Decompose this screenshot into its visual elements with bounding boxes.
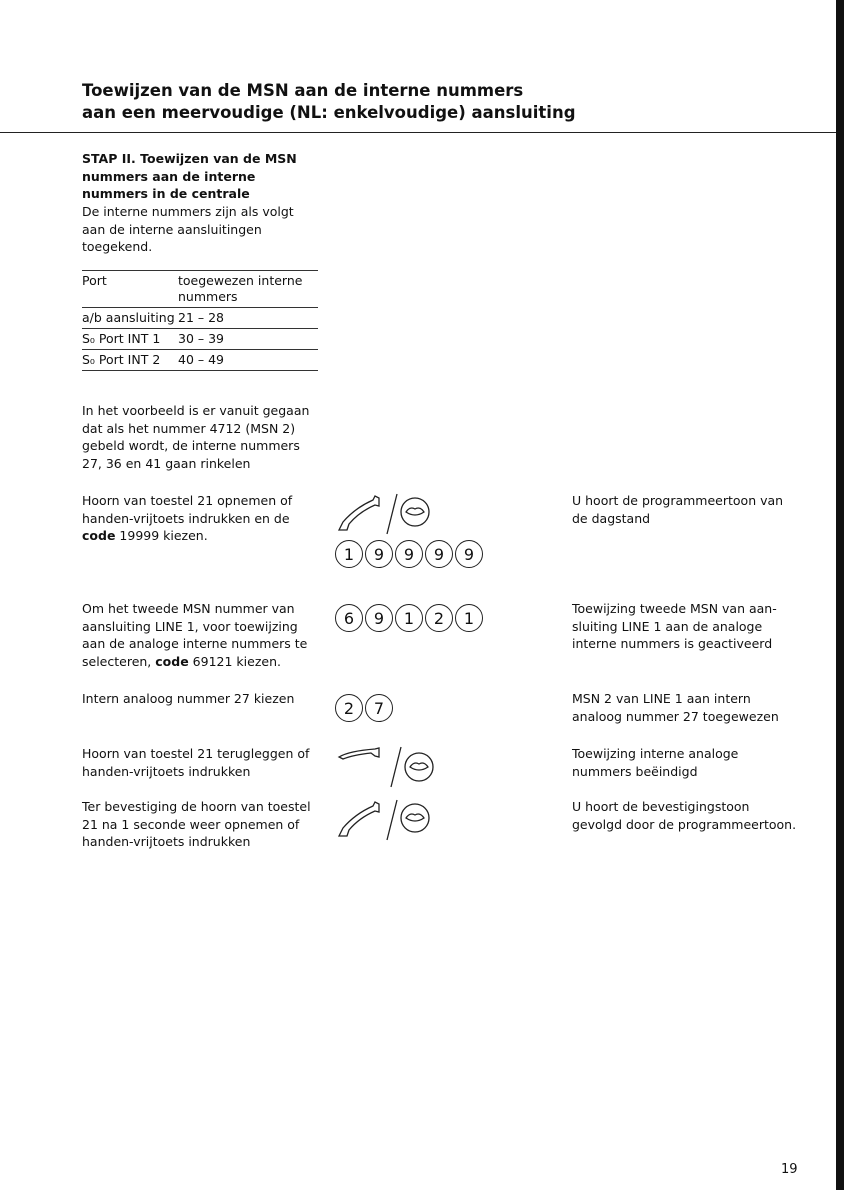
code-label: code <box>82 528 116 543</box>
step-instruction <box>82 600 317 670</box>
header-cell: Port <box>82 271 178 308</box>
step-result: U hoort de programmeertoon van de dagstand <box>572 493 784 526</box>
step-result: MSN 2 van LINE 1 aan intern analoog nummer 27 toegewezen <box>572 691 779 724</box>
key-9-icon: 9 <box>395 540 423 568</box>
key-1-icon: 1 <box>335 540 363 568</box>
page-title <box>82 80 576 124</box>
key-7-icon: 7 <box>365 694 393 722</box>
instruction-text: Om het tweede MSN nummer van aansluiting LINE 1, voor toewijzing aan de analoge interne nummers te selecteren, <box>82 601 308 669</box>
table-row <box>82 329 318 350</box>
divider <box>0 132 836 133</box>
title-line: Toewijzen van de MSN aan de interne nummers <box>82 81 524 100</box>
cell: S₀ Port INT 1 <box>82 329 178 350</box>
key-6-icon: 6 <box>335 604 363 632</box>
key-9-icon: 9 <box>365 604 393 632</box>
keypad-sequence <box>335 604 483 632</box>
step-instruction <box>82 798 317 851</box>
key-9-icon: 9 <box>365 540 393 568</box>
instruction-text: Ter bevestiging de hoorn van toestel 21 na 1 seconde weer opnemen of handen-vrijtoets indrukken <box>82 799 311 849</box>
table-header <box>82 271 318 308</box>
instruction-text: Hoorn van toestel 21 terugleggen of handen-vrijtoets indrukken <box>82 746 310 779</box>
header-cell: toegewezen interne nummers <box>178 271 318 308</box>
instruction-text: 19999 kiezen. <box>115 528 208 543</box>
step-instruction <box>82 690 317 708</box>
key-2-icon: 2 <box>335 694 363 722</box>
step-result: U hoort de bevestigingstoon gevolgd door de programmeertoon. <box>572 799 797 832</box>
table-row <box>82 350 318 371</box>
instruction-text: 69121 kiezen. <box>188 653 281 669</box>
key-1-icon: 1 <box>395 604 423 632</box>
heading-line: STAP II. Toewijzen van de MSN <box>82 151 297 166</box>
instruction-text: Hoorn van toestel 21 opnemen of handen-vrijtoets indrukken en de <box>82 493 293 526</box>
heading-line: nummers aan de interne <box>82 168 256 184</box>
intro-text: De interne nummers zijn als volgt aan de interne aansluitingen toegekend. <box>82 204 294 254</box>
cell: S₀ Port INT 2 <box>82 350 178 371</box>
step-result: Toewijzing tweede MSN van aan-sluiting LINE 1 aan de analoge interne nummers is geactiveerd <box>572 601 777 651</box>
table-row <box>82 308 318 329</box>
page-number: 19 <box>781 1162 798 1177</box>
step-instruction <box>82 745 317 780</box>
port-table <box>82 270 318 371</box>
page-edge <box>836 0 844 1190</box>
key-9-icon: 9 <box>425 540 453 568</box>
lift-handset-or-handsfree-icon <box>335 490 455 542</box>
cell: 40 – 49 <box>178 350 318 371</box>
key-9-icon: 9 <box>455 540 483 568</box>
step-heading <box>82 150 327 203</box>
cell: 30 – 39 <box>178 329 318 350</box>
key-1-icon: 1 <box>455 604 483 632</box>
cell: a/b aansluiting <box>82 308 178 329</box>
instruction-text: Intern analoog nummer 27 kiezen <box>82 691 295 706</box>
heading-line: nummers in de centrale <box>82 186 250 201</box>
key-2-icon: 2 <box>425 604 453 632</box>
hang-up-or-handsfree-icon <box>335 743 455 795</box>
example-text: In het voorbeeld is er vanuit gegaan dat als het nummer 4712 (MSN 2) gebeld wordt, de interne nummers 27, 36 en 41 gaan rinkelen <box>82 403 310 471</box>
step-result: Toewijzing interne analoge nummers beëindigd <box>572 746 739 779</box>
keypad-sequence <box>335 694 393 722</box>
cell: 21 – 28 <box>178 308 318 329</box>
title-line: aan een meervoudige (NL: enkelvoudige) aansluiting <box>82 103 576 122</box>
lift-handset-or-handsfree-icon <box>335 796 455 848</box>
keypad-sequence <box>335 540 483 568</box>
code-label: code <box>155 653 189 669</box>
step-instruction <box>82 492 317 545</box>
